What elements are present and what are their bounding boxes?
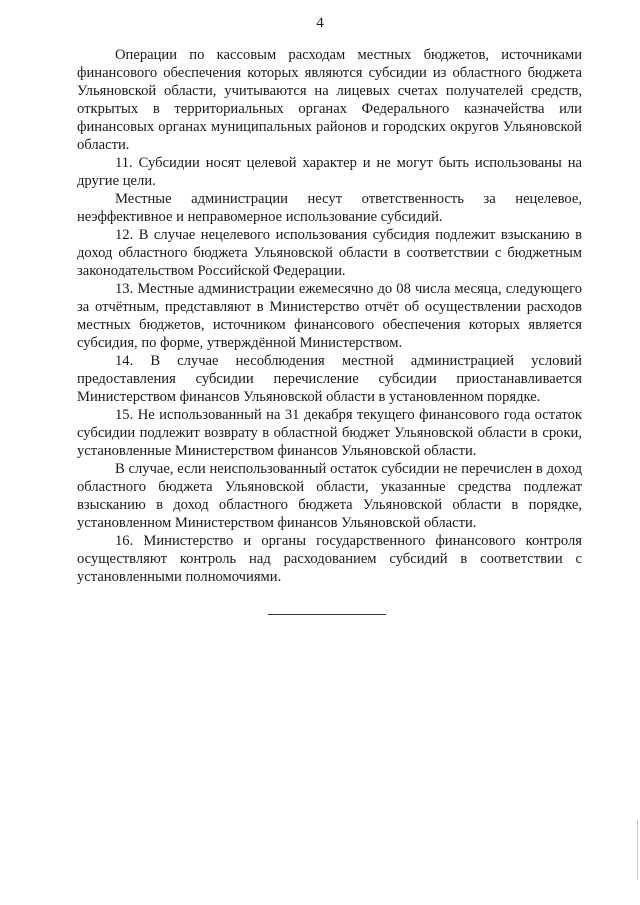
paragraph-11: 11. Субсидии носят целевой характер и не могут быть использованы на другие цели. — [77, 155, 582, 189]
document-body — [77, 46, 582, 586]
end-of-document-rule — [268, 614, 386, 615]
paragraph-responsibility: Местные администрации несут ответственность за нецелевое, неэффективное и неправомерное использование субсидий. — [77, 191, 582, 225]
paragraph-14: 14. В случае несоблюдения местной администрацией условий предоставления субсидии перечисление субсидии приостанавливается Министерством финансов Ульяновской области в установленном порядке. — [77, 353, 582, 405]
page-number: 4 — [316, 15, 324, 31]
paragraph-16: 16. Министерство и органы государственного финансового контроля осуществляют контроль над расходованием субсидий в соответствии с установленными полномочиями. — [77, 533, 582, 585]
paragraph-13: 13. Местные администрации ежемесячно до 08 числа месяца, следующего за отчётным, представляют в Министерство отчёт об осуществлении расходов местных бюджетов, источником финансового обеспечения которых является субсидия, по форме, утверждённой Министерством. — [77, 281, 582, 351]
paragraph-unused-balance: В случае, если неиспользованный остаток субсидии не перечислен в доход областного бюджета Ульяновской области, указанные средства подлежат взысканию в доход областного бюджета Ульяновской области в порядке, установленном Министерством финансов Ульяновской области. — [77, 461, 582, 531]
paragraph-12: 12. В случае нецелевого использования субсидия подлежит взысканию в доход областного бюджета Ульяновской области в соответствии с бюджетным законодательством Российской Федерации. — [77, 227, 582, 279]
paragraph-15: 15. Не использованный на 31 декабря текущего финансового года остаток субсидии подлежит возврату в областной бюджет Ульяновской области в сроки, установленные Министерством финансов Ульяновской области. — [77, 407, 582, 459]
paragraph-operations: Операции по кассовым расходам местных бюджетов, источниками финансового обеспечения которых являются субсидии из областного бюджета Ульяновской области, учитываются на лицевых счетах получателей средств, открытых в территориальных органах Федерального казначейства или финансовых органах муниципальных районов и городских округов Ульяновской области. — [77, 47, 582, 153]
scan-edge-mark — [637, 820, 638, 880]
